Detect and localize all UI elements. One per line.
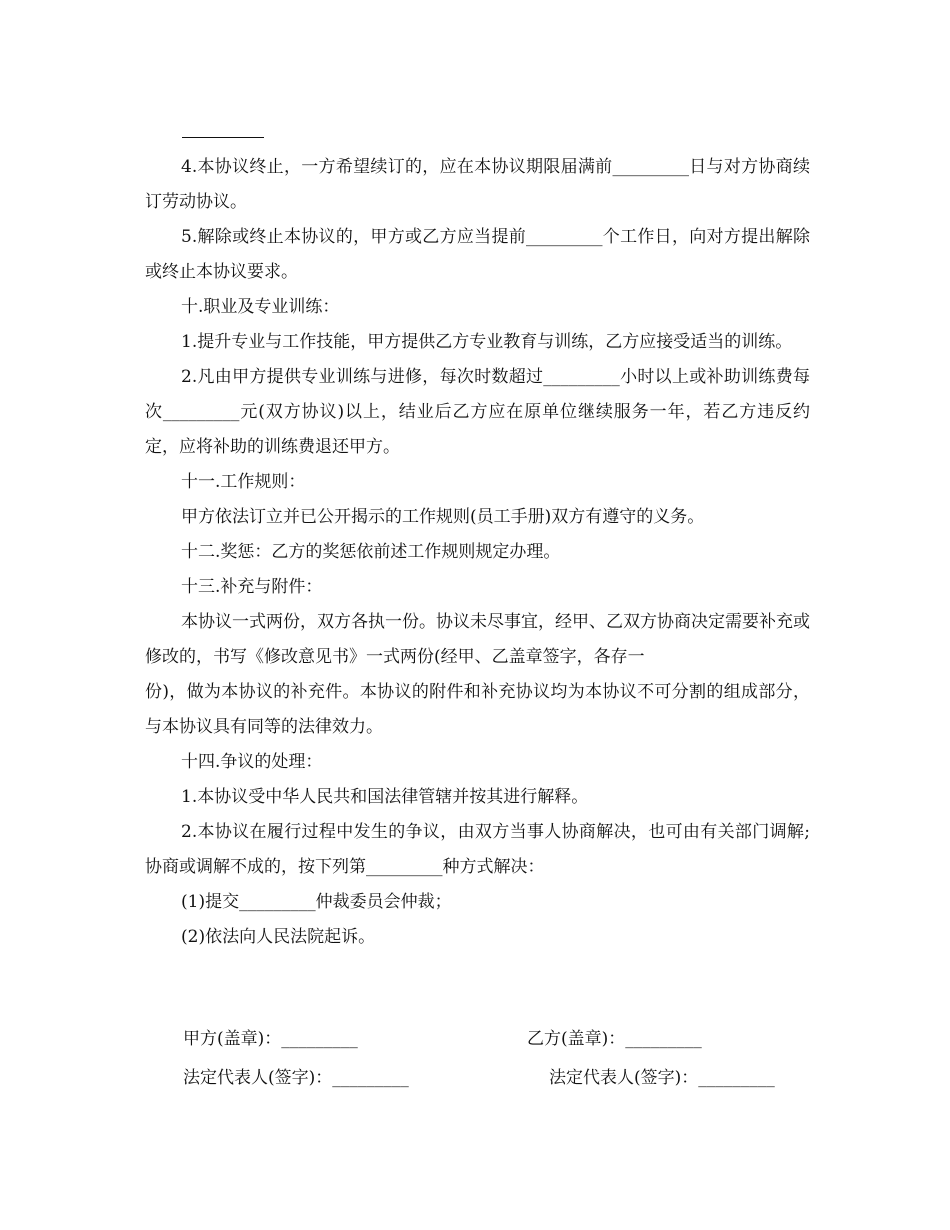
clause-11-body: 甲方依法订立并已公开揭示的工作规则(员工手册)双方有遵守的义务。 [181, 507, 705, 527]
clause-10-2: 2.凡由甲方提供专业训练与进修，每次时数超过_________小时以上或补助训练费每次_________元(双方协议)以上，结业后乙方应在原单位继续服务一年，若乙方违反约定，应将补助的训练费退还甲方。 [145, 367, 810, 457]
section-13-heading: 十三.补充与附件： [181, 577, 323, 597]
clause-9-5: 5.解除或终止本协议的，甲方或乙方应当提前_________个工作日，向对方提出解除或终止本协议要求。 [145, 227, 810, 282]
clause-13-body-part1: 本协议一式两份，双方各执一份。协议未尽事宜，经甲、乙双方协商决定需要补充或修改的，书写《修改意见书》一式两份(经甲、乙盖章签字，各存一 [145, 612, 810, 667]
clause-10-1: 1.提升专业与工作技能，甲方提供乙方专业教育与训练，乙方应接受适当的训练。 [181, 332, 793, 352]
clause-14-2-option-2: (2)依法向人民法院起诉。 [181, 927, 376, 947]
clause-13-body-part2: 份)，做为本协议的补充件。本协议的附件和补充协议均为本协议不可分割的组成部分，与本协议具有同等的法律效力。 [145, 682, 810, 737]
section-11-heading: 十一.工作规则： [181, 472, 306, 492]
clause-14-1: 1.本协议受中华人民共和国法律管辖并按其进行解释。 [181, 787, 589, 807]
party-a-representative-line: 法定代表人(签字)：_________ [183, 1068, 409, 1088]
contract-body [145, 150, 810, 955]
party-b-seal-line: 乙方(盖章)：_________ [527, 1029, 702, 1049]
clause-14-2: 2.本协议在履行过程中发生的争议，由双方当事人协商解决，也可由有关部门调解;协商或调解不成的，按下列第_________种方式解决： [145, 822, 810, 877]
party-b-representative-line: 法定代表人(签字)：_________ [549, 1068, 775, 1088]
section-10-heading: 十.职业及专业训练： [181, 297, 340, 317]
section-14-heading: 十四.争议的处理： [181, 752, 323, 772]
section-12-heading: 十二.奖惩：乙方的奖惩依前述工作规则规定办理。 [181, 542, 561, 562]
party-a-seal-line: 甲方(盖章)：_________ [183, 1029, 358, 1049]
clause-9-4: 4.本协议终止，一方希望续订的，应在本协议期限届满前_________日与对方协商续订劳动协议。 [145, 157, 810, 212]
top-blank-line [182, 137, 264, 138]
clause-14-2-option-1: (1)提交_________仲裁委员会仲裁； [181, 892, 452, 912]
